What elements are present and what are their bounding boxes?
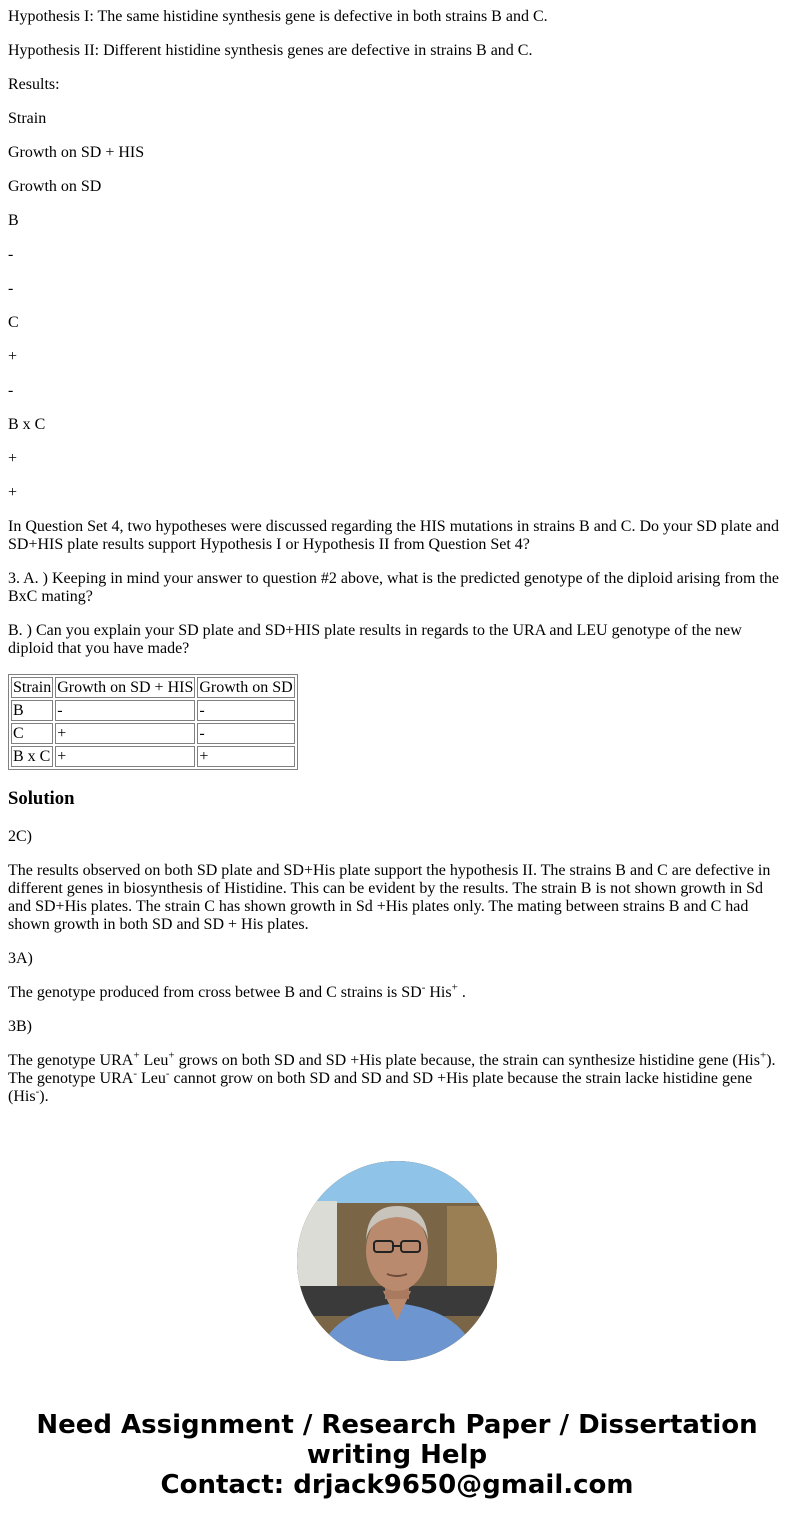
answer-3b-text: The genotype URA	[8, 1052, 134, 1069]
answer-3b-text: Leu	[136, 1070, 166, 1087]
flat-cell: B x C	[8, 416, 46, 433]
superscript: -	[133, 1067, 137, 1080]
superscript: -	[421, 981, 426, 994]
flat-cell: -	[8, 246, 14, 263]
table-header-cell: Strain	[13, 679, 52, 696]
table-header-row	[11, 677, 295, 698]
superscript: -	[35, 1085, 40, 1098]
solution-heading: Solution	[8, 788, 75, 809]
answer-3a	[8, 981, 786, 1002]
table-cell: -	[197, 700, 294, 721]
table-row	[11, 700, 295, 721]
flat-cell: -	[8, 382, 14, 399]
flat-cell: Strain	[8, 110, 47, 127]
results-flat-list	[8, 110, 786, 502]
flat-cell: C	[8, 314, 19, 331]
table-cell: -	[197, 723, 294, 744]
contact-banner	[0, 1410, 794, 1500]
question-3a: 3. A. ) Keeping in mind your answer to question #2 above, what is the predicted genotype of the diploid arising from the BxC mating?	[8, 570, 779, 605]
answer-3a-label: 3A)	[8, 950, 33, 967]
author-avatar	[297, 1161, 497, 1361]
answer-3b-text: cannot grow on both SD and SD and SD +His plate because the strain lacke histidine gene (His	[8, 1070, 753, 1105]
flat-cell: Growth on SD	[8, 178, 102, 195]
answer-3a-text: His	[425, 984, 452, 1001]
banner-line-1: Need Assignment / Research Paper / Dissertation	[36, 1410, 758, 1440]
flat-cell: +	[8, 348, 18, 365]
flat-cell: +	[8, 450, 18, 467]
table-header-cell: Growth on SD	[199, 679, 293, 696]
answer-2c-label: 2C)	[8, 828, 32, 845]
answer-3b-text: Leu	[139, 1052, 169, 1069]
answer-3a-text: .	[457, 984, 466, 1001]
answer-2c: The results observed on both SD plate and SD+His plate support the hypothesis II. The strains B and C are defective in different genes in biosynthesis of Histidine. This can be evident by the results. The strain B is not shown growth in Sd and SD+His plates. The strain C has shown growth in Sd +His plates only. The mating between strains B and C had shown growth in both SD and SD + His plates.	[8, 862, 771, 933]
table-cell: +	[197, 746, 294, 767]
results-label: Results:	[8, 76, 60, 93]
answer-3b-text: ). The genotype URA	[8, 1052, 776, 1087]
answer-3b-text: grows on both SD and SD +His plate because, the strain can synthesize histidine gene (His	[174, 1052, 760, 1069]
table-cell: B x C	[11, 746, 53, 767]
superscript: +	[133, 1049, 140, 1062]
flat-cell: B	[8, 212, 19, 229]
flat-cell: -	[8, 280, 14, 297]
table-cell: B	[11, 700, 53, 721]
table-cell: +	[55, 723, 195, 744]
document-body	[0, 8, 794, 1106]
banner-line-2: writing Help	[306, 1440, 488, 1470]
table-row	[11, 723, 295, 744]
superscript: +	[451, 981, 458, 994]
table-header-cell: Growth on SD + HIS	[57, 679, 194, 696]
table-cell: -	[55, 700, 195, 721]
superscript: -	[165, 1067, 170, 1080]
table-cell: +	[55, 746, 195, 767]
avatar-portrait-icon	[297, 1161, 497, 1361]
question-3b: B. ) Can you explain your SD plate and SD+HIS plate results in regards to the URA and LEU genotype of the new diploid that you have made?	[8, 622, 742, 657]
superscript: +	[168, 1049, 175, 1062]
question-2: In Question Set 4, two hypotheses were discussed regarding the HIS mutations in strains B and C. Do your SD plate and SD+HIS plate results support Hypothesis I or Hypothesis II from Question Set 4?	[8, 518, 779, 553]
table-cell: C	[11, 723, 53, 744]
avatar-sky	[297, 1161, 497, 1203]
flat-cell: +	[8, 484, 18, 501]
answer-3b-label: 3B)	[8, 1018, 32, 1035]
results-table	[8, 674, 298, 770]
banner-contact-email: Contact: drjack9650@gmail.com	[160, 1470, 634, 1500]
table-row	[11, 746, 295, 767]
answer-3a-text: The genotype produced from cross betwee B and C strains is SD	[8, 984, 422, 1001]
hypothesis-1: Hypothesis I: The same histidine synthesis gene is defective in both strains B and C.	[8, 8, 548, 25]
hypothesis-2: Hypothesis II: Different histidine synthesis genes are defective in strains B and C.	[8, 42, 533, 59]
flat-cell: Growth on SD + HIS	[8, 144, 145, 161]
answer-3b-text: ).	[39, 1088, 49, 1105]
answer-3b	[8, 1049, 786, 1106]
superscript: +	[759, 1049, 767, 1062]
